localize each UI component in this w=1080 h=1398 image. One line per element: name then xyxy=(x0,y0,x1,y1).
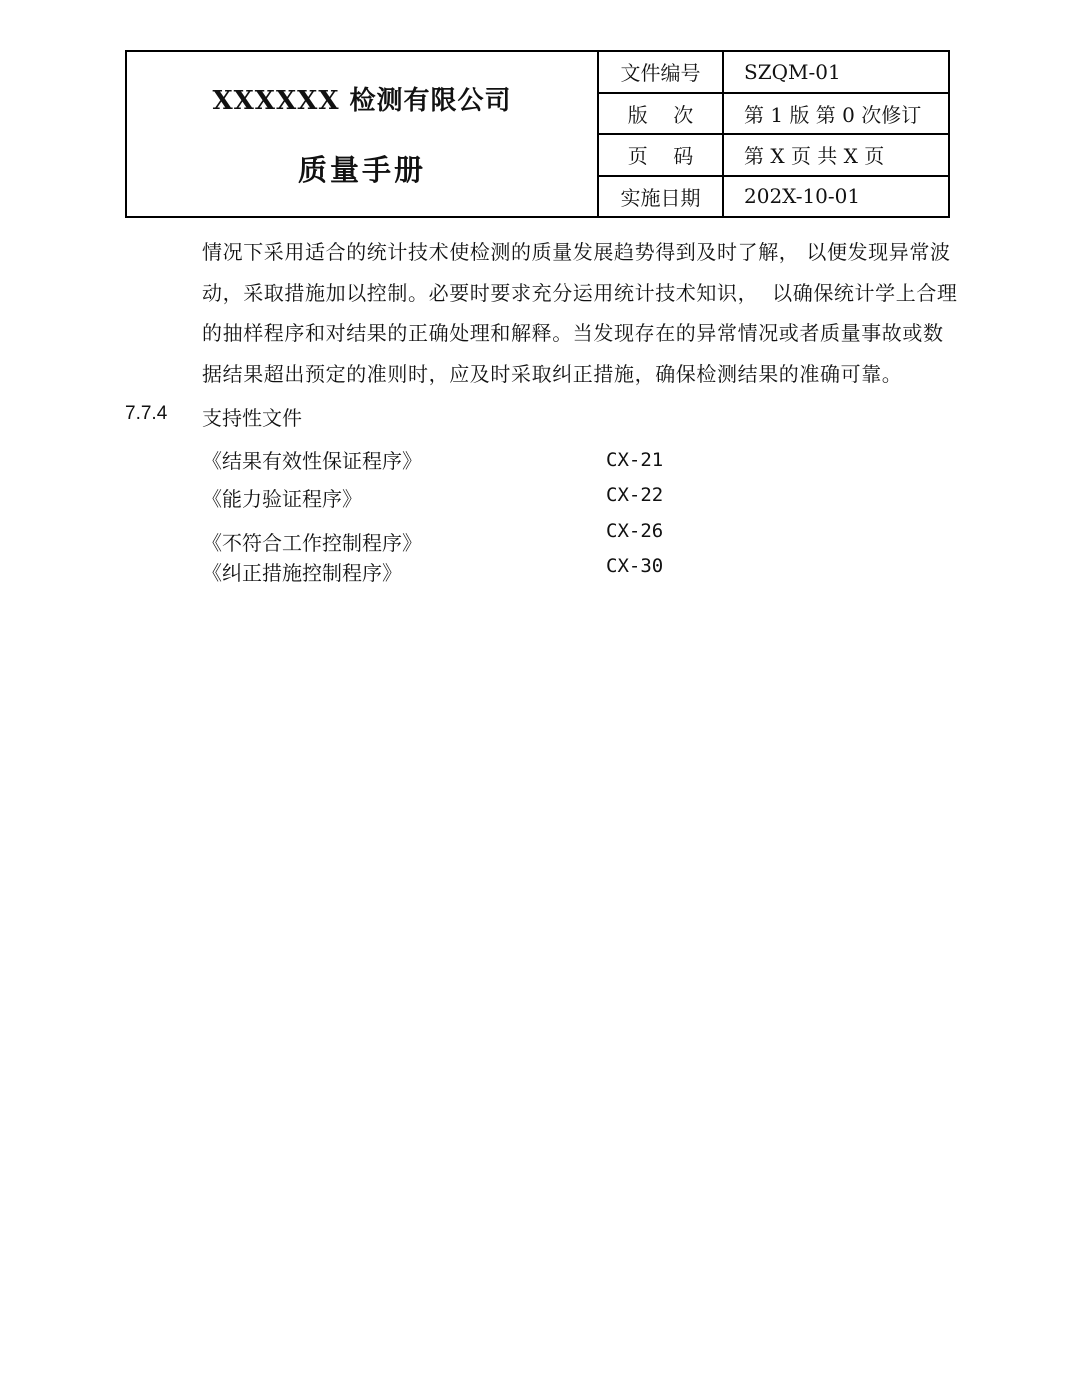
document-title: 质量手册 xyxy=(297,153,426,187)
meta-label: 版 次 xyxy=(599,94,724,134)
paragraph-line: 情况下采用适合的统计技术使检测的质量发展趋势得到及时了解， 以便发现异常波 xyxy=(202,240,951,264)
section-title: 支持性文件 xyxy=(202,406,302,430)
meta-row-effective-date xyxy=(599,177,948,217)
document-meta xyxy=(599,52,948,216)
supporting-document-code: CX-21 xyxy=(606,449,664,471)
meta-value: 第 X 页 共 X 页 xyxy=(744,144,885,169)
meta-row-edition xyxy=(599,94,948,136)
company-cell xyxy=(127,52,599,216)
supporting-document-code: CX-26 xyxy=(606,520,664,542)
meta-label: 文件编号 xyxy=(599,52,724,92)
supporting-document-name: 《纠正措施控制程序》 xyxy=(202,561,402,585)
meta-label: 实施日期 xyxy=(599,177,724,217)
meta-row-file-number xyxy=(599,52,948,94)
supporting-document-code: CX-30 xyxy=(606,555,664,577)
meta-value: 202X-10-01 xyxy=(744,184,861,209)
supporting-document-name: 《能力验证程序》 xyxy=(202,487,362,511)
meta-row-page xyxy=(599,135,948,177)
company-name: XXXXXX 检测有限公司 xyxy=(212,86,512,116)
meta-label: 页 码 xyxy=(599,135,724,175)
supporting-document-name: 《结果有效性保证程序》 xyxy=(202,449,422,473)
section-number: 7.7.4 xyxy=(125,403,168,424)
paragraph-line: 的抽样程序和对结果的正确处理和解释。当发现存在的异常情况或者质量事故或数 xyxy=(202,321,944,345)
paragraph-line: 据结果超出预定的准则时，应及时采取纠正措施，确保检测结果的准确可靠。 xyxy=(202,361,903,386)
meta-value: SZQM-01 xyxy=(744,59,841,84)
body-paragraph xyxy=(202,232,962,394)
supporting-document-name: 《不符合工作控制程序》 xyxy=(202,531,422,555)
meta-value: 第 1 版 第 0 次修订 xyxy=(744,102,922,127)
document-header-table xyxy=(125,50,950,218)
paragraph-line: 动，采取措施加以控制。必要时要求充分运用统计技术知识， 以确保统计学上合理 xyxy=(202,280,958,305)
supporting-document-code: CX-22 xyxy=(606,484,664,506)
